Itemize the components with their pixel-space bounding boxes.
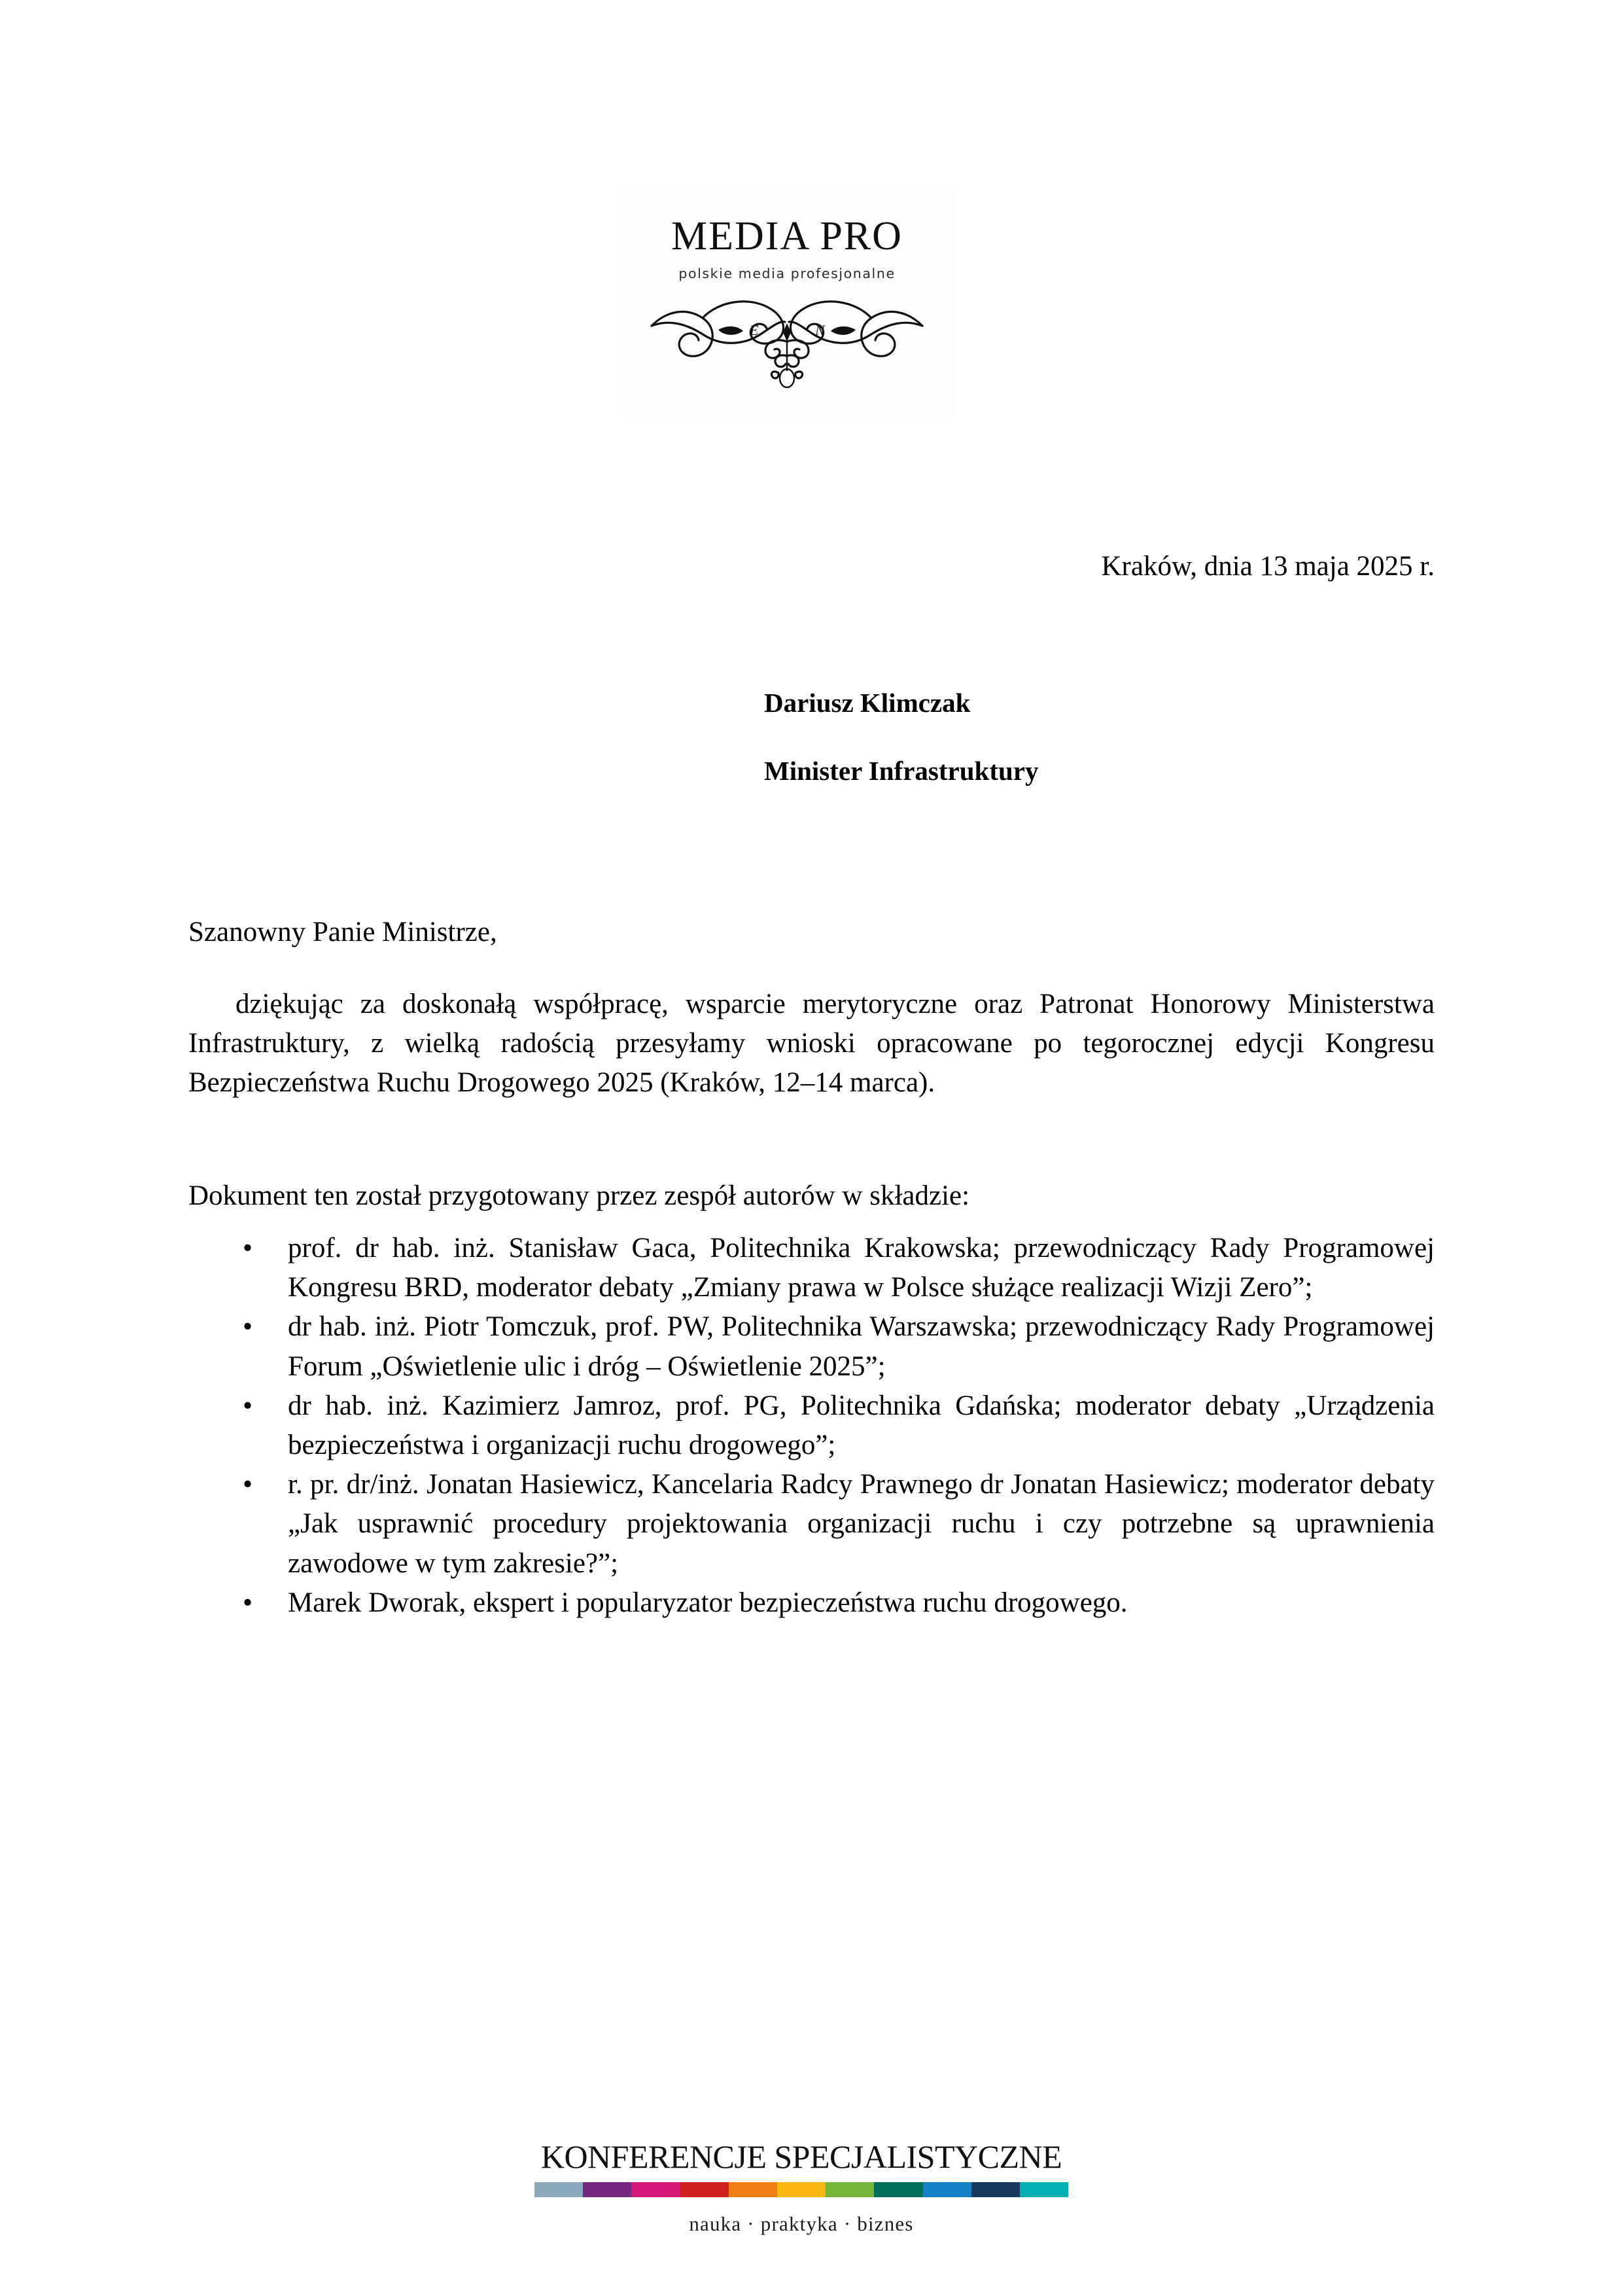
list-item	[188, 1386, 1435, 1465]
bullet-icon: •	[243, 1469, 253, 1500]
date-line: Kraków, dnia 13 maja 2025 r.	[1101, 551, 1435, 582]
body-paragraph-intro: dziękując za doskonałą współpracę, wsparcie merytoryczne oraz Patronat Honorowy Ministerstwa Infrastruktury, z wielką radością przesyłamy wnioski opracowane po tegorocznej edycji Kongresu Bezpieczeństwa Ruchu Drogowego 2025 (Kraków, 12–14 marca).	[188, 989, 1435, 1099]
media-pro-logo	[618, 188, 956, 417]
media-pro-tagline: polskie media profesjonalne	[678, 266, 896, 281]
author-list	[188, 1229, 1435, 1623]
footer-logo-tagline: nauka · praktyka · biznes	[689, 2212, 914, 2235]
ornamental-flourish-icon	[640, 285, 934, 393]
author-text: Marek Dworak, ekspert i popularyzator bezpieczeństwa ruchu drogowego.	[288, 1587, 1128, 1618]
footer-logo-title: KONFERENCJE SPECJALISTYCZNE	[540, 2138, 1062, 2175]
bullet-icon: •	[243, 1587, 253, 1618]
color-bar-segment-1	[534, 2182, 583, 2197]
color-bar-segment-2	[583, 2182, 631, 2197]
author-text: dr hab. inż. Kazimierz Jamroz, prof. PG, Politechnika Gdańska; moderator debaty „Urządzenia bezpieczeństwa i organizacji ruchu drogowego”;	[288, 1390, 1435, 1460]
color-bar-segment-4	[680, 2182, 729, 2197]
list-item	[188, 1583, 1435, 1623]
flourish-letter-n-icon: N	[815, 322, 825, 338]
color-bar-segment-6	[777, 2182, 826, 2197]
media-pro-wordmark: MEDIA PRO	[671, 214, 903, 258]
bullet-icon: •	[243, 1390, 253, 1421]
author-text: r. pr. dr/inż. Jonatan Hasiewicz, Kancelaria Radcy Prawnego dr Jonatan Hasiewicz; moderator debaty „Jak usprawnić procedury projektowania organizacji ruchu i czy potrzebne są uprawnienia zawodowe w tym zakresie?”;	[288, 1469, 1435, 1579]
list-item	[188, 1465, 1435, 1583]
footer-color-bar	[534, 2182, 1068, 2197]
addressee-name: Dariusz Klimczak	[764, 688, 971, 718]
color-bar-segment-3	[631, 2182, 680, 2197]
list-item	[188, 1307, 1435, 1386]
author-text: dr hab. inż. Piotr Tomczuk, prof. PW, Politechnika Warszawska; przewodniczący Rady Programowej Forum „Oświetlenie ulic i dróg – Oświetlenie 2025”;	[288, 1311, 1435, 1382]
konferencje-specjalistyczne-logo	[487, 2140, 1115, 2270]
color-bar-segment-9	[923, 2182, 971, 2197]
bullet-icon: •	[243, 1311, 253, 1343]
color-bar-segment-7	[826, 2182, 874, 2197]
body-paragraph-authors-lead: Dokument ten został przygotowany przez zespół autorów w składzie:	[188, 1180, 970, 1211]
color-bar-segment-10	[971, 2182, 1020, 2197]
color-bar-segment-8	[874, 2182, 922, 2197]
color-bar-segment-11	[1020, 2182, 1068, 2197]
color-bar-segment-5	[729, 2182, 777, 2197]
flourish-letter-e-icon: E	[750, 322, 759, 338]
addressee-title: Minister Infrastruktury	[764, 756, 1039, 786]
author-text: prof. dr hab. inż. Stanisław Gaca, Politechnika Krakowska; przewodniczący Rady Programowej Kongresu BRD, moderator debaty „Zmiany prawa w Polsce służące realizacji Wizji Zero”;	[288, 1233, 1435, 1303]
addressee-block	[188, 686, 1435, 789]
list-item	[188, 1229, 1435, 1307]
bullet-icon: •	[243, 1233, 253, 1263]
salutation: Szanowny Panie Ministrze,	[188, 917, 497, 947]
